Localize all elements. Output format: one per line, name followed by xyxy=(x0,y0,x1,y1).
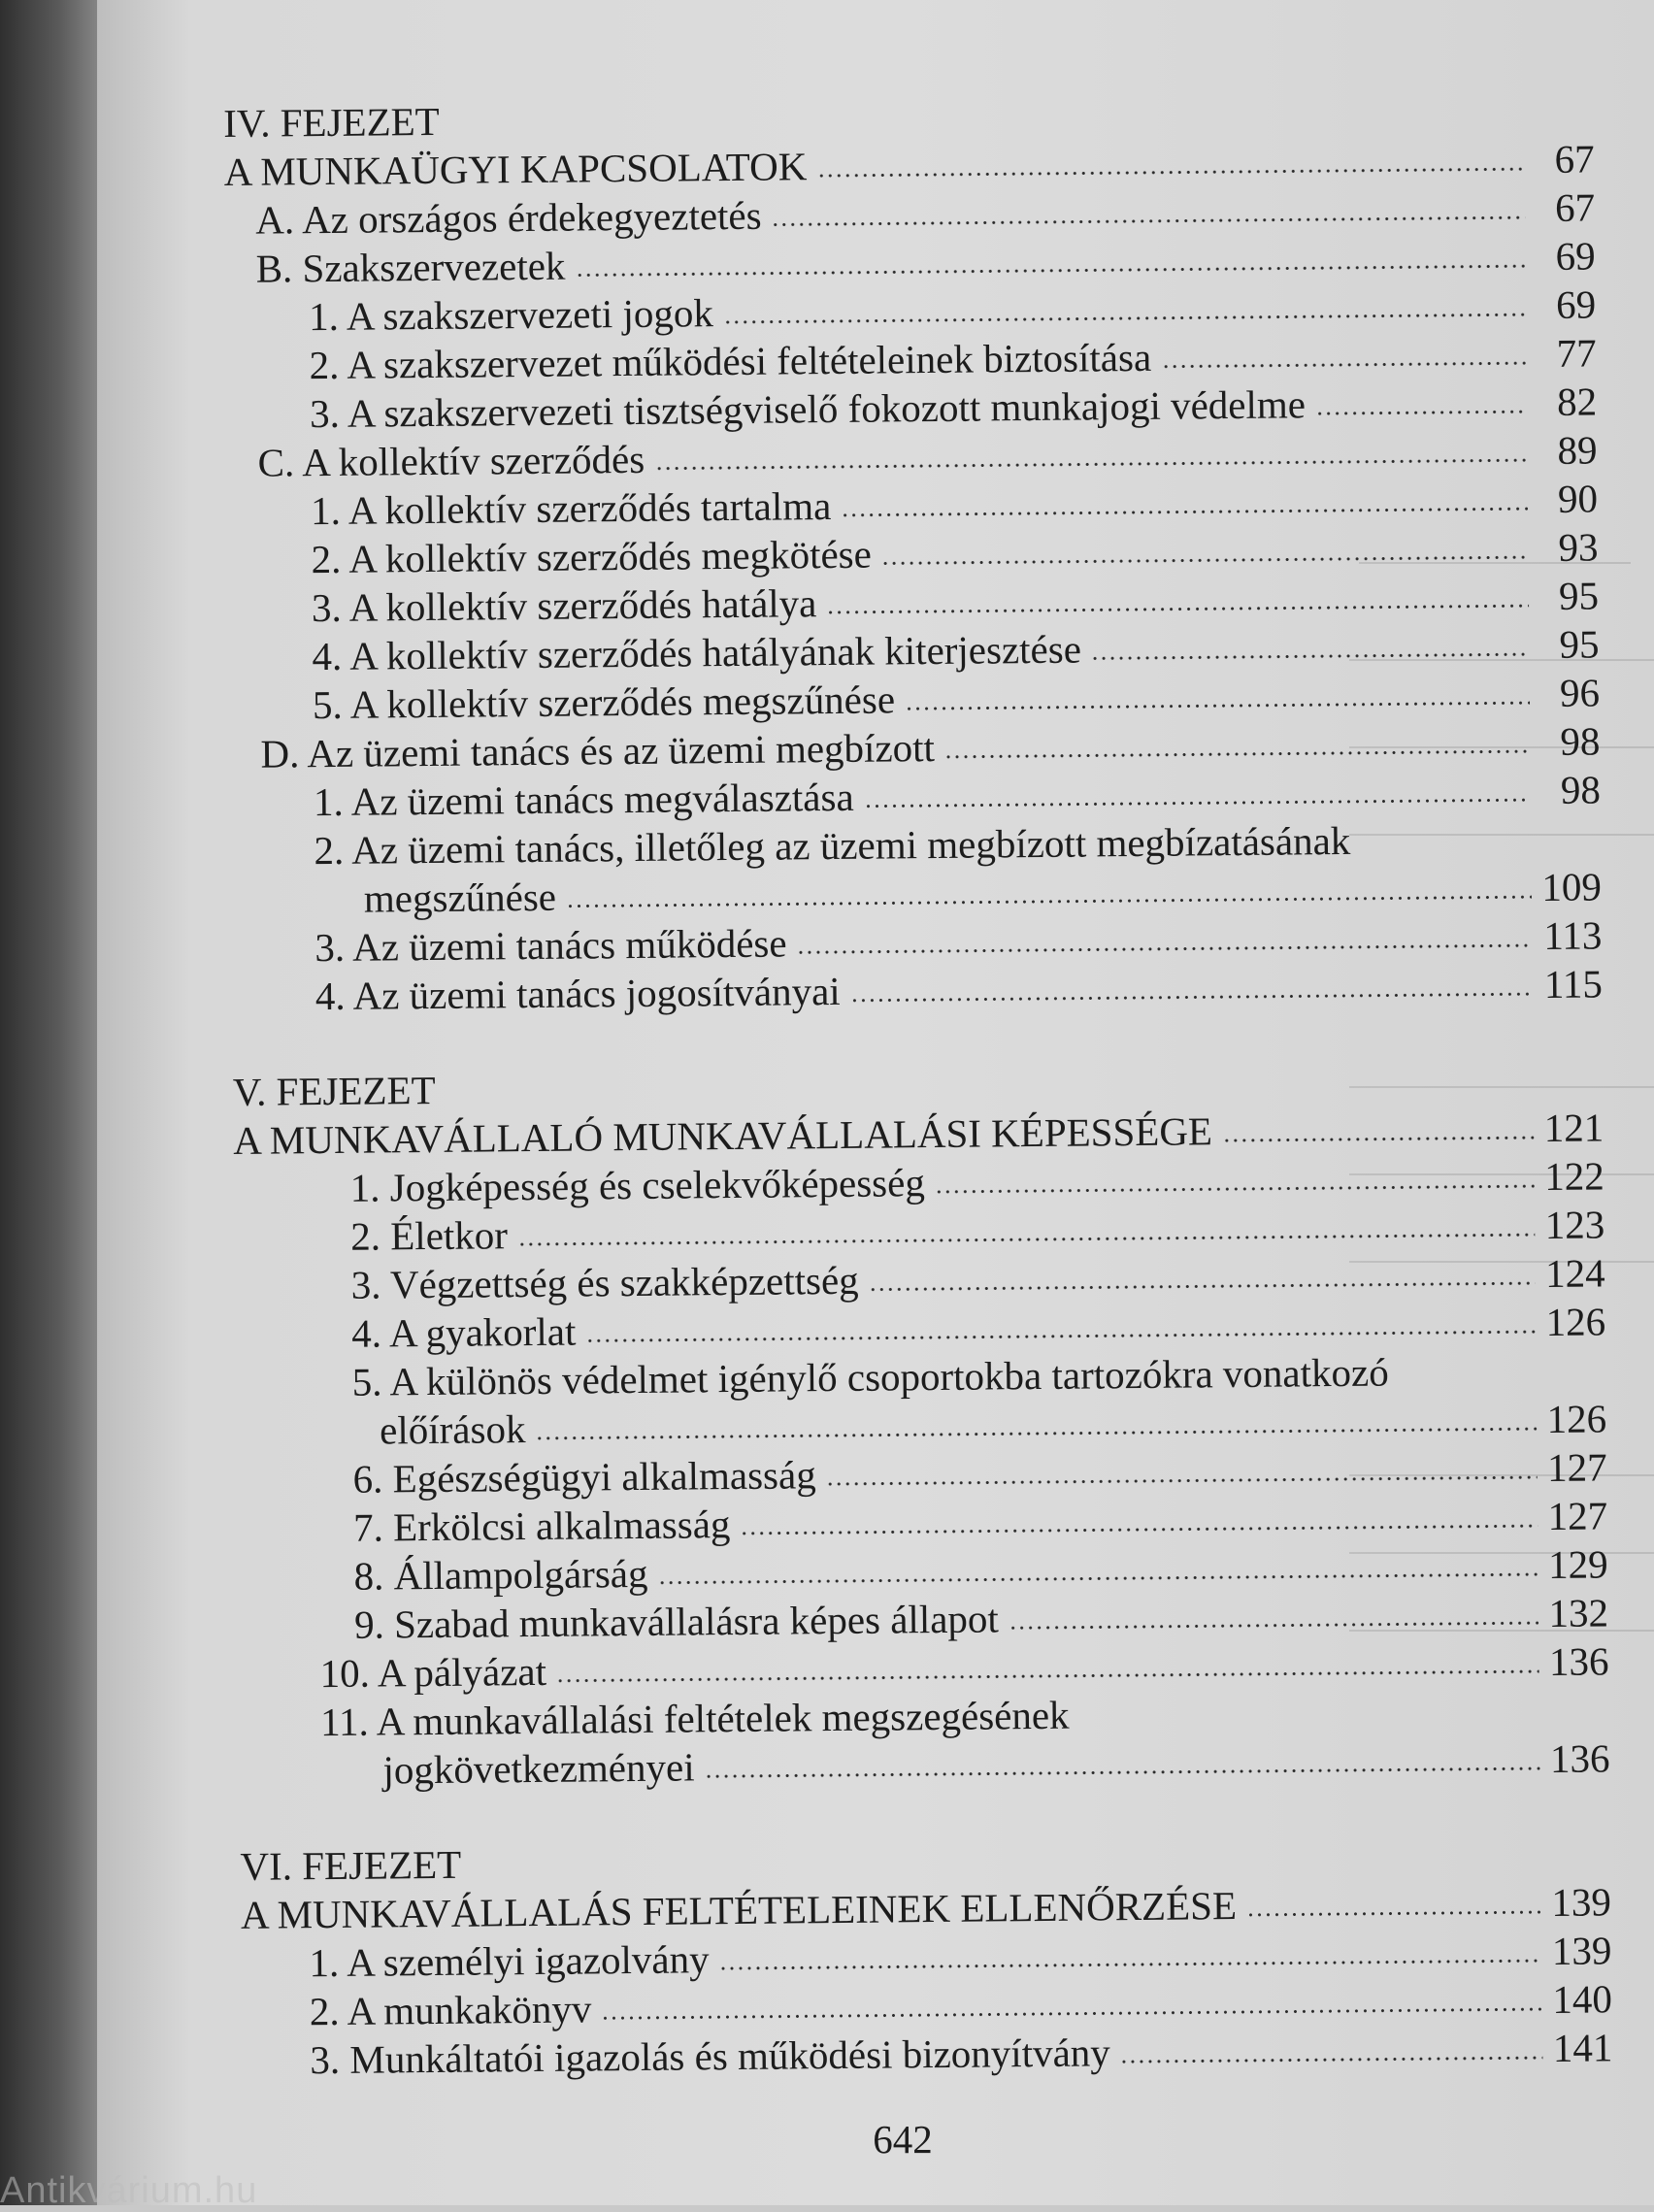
dot-leader xyxy=(1315,408,1527,417)
dot-leader xyxy=(826,1473,1538,1488)
page-ref: 67 xyxy=(1554,184,1596,230)
page-ref: 109 xyxy=(1541,864,1603,909)
dot-leader xyxy=(826,602,1529,616)
entry-title: 4. Az üzemi tanács jogosítványai xyxy=(314,968,841,1019)
dot-leader xyxy=(1222,1134,1534,1144)
page-ref: 127 xyxy=(1546,1444,1607,1490)
book-spine-shadow xyxy=(0,0,107,2205)
dot-leader xyxy=(864,796,1531,810)
dot-leader xyxy=(905,699,1530,712)
entry-title: 5. A kollektív szerződés megszűnése xyxy=(312,677,896,728)
dot-leader xyxy=(869,1279,1536,1294)
page-ref: 93 xyxy=(1558,524,1599,570)
entry-title: 1. A kollektív szerződés tartalma xyxy=(310,483,832,534)
dot-leader xyxy=(1161,359,1527,371)
chapter-label: V. FEJEZET xyxy=(232,1067,436,1114)
dot-leader xyxy=(944,747,1531,761)
chapter-title: A MUNKAVÁLLALÓ MUNKAVÁLLALÁSI KÉPESSÉGE xyxy=(233,1108,1213,1163)
entry-title: 2. A szakszervezet működési feltételeinek biztosítása xyxy=(309,334,1152,388)
page-ref: 90 xyxy=(1557,476,1599,521)
page-ref: 123 xyxy=(1544,1202,1605,1247)
dot-leader xyxy=(816,165,1524,180)
entry-title: megszűnése xyxy=(363,874,557,921)
page-ref: 136 xyxy=(1549,1735,1610,1781)
entry-title: 4. A gyakorlat xyxy=(350,1308,577,1356)
page-ref: 126 xyxy=(1545,1299,1606,1344)
chapter-title: A MUNKAVÁLLALÁS FELTÉTELEINEK ELLENŐRZÉSE xyxy=(240,1883,1238,1937)
chapter-label: IV. FEJEZET xyxy=(223,98,440,146)
page-ref: 67 xyxy=(1554,136,1595,182)
table-of-contents xyxy=(223,85,1613,2084)
page-ref: 113 xyxy=(1543,912,1603,958)
entry-title: 3. Munkáltatói igazolás és működési bizonyítvány xyxy=(310,2030,1110,2083)
dot-leader xyxy=(1246,1908,1541,1919)
chapter-title: A MUNKAÜGYI KAPCSOLATOK xyxy=(223,144,808,194)
page-ref: 82 xyxy=(1556,379,1598,424)
page-ref: 122 xyxy=(1543,1153,1604,1199)
watermark: Antikvárium.hu xyxy=(0,2170,258,2211)
page-ref: 98 xyxy=(1560,718,1601,764)
dot-leader xyxy=(575,262,1525,279)
dot-leader xyxy=(585,1328,1536,1344)
page-ref: 95 xyxy=(1558,573,1600,618)
dot-leader xyxy=(850,990,1533,1005)
toc-entry-first-line: 2. Az üzemi tanács, illetőleg az üzemi megbízott megbízatásának xyxy=(314,817,1351,874)
entry-title: 9. Szabad munkavállalásra képes állapot xyxy=(353,1596,1000,1647)
page-ref: 124 xyxy=(1544,1250,1605,1296)
dot-leader xyxy=(1120,2054,1543,2065)
dot-leader xyxy=(935,1182,1535,1196)
entry-title: 8. Állampolgárság xyxy=(353,1550,648,1599)
entry-title: C. A kollektív szerződés xyxy=(257,436,645,485)
dot-leader xyxy=(654,456,1527,473)
page-ref: 132 xyxy=(1548,1590,1609,1635)
dot-leader xyxy=(881,553,1529,567)
page-ref: 129 xyxy=(1547,1541,1608,1587)
dot-leader xyxy=(1091,650,1530,662)
dot-leader xyxy=(723,311,1526,326)
page-ref: 139 xyxy=(1551,1928,1612,1973)
page-ref: 69 xyxy=(1555,233,1596,279)
entry-title: A. Az országos érdekegyeztetés xyxy=(254,192,762,243)
page-ref: 98 xyxy=(1560,767,1602,812)
entry-title: 3. Az üzemi tanács működése xyxy=(314,920,787,971)
dot-leader xyxy=(517,1231,1535,1248)
page-ref: 95 xyxy=(1559,621,1600,667)
dot-leader xyxy=(797,941,1533,956)
dot-leader xyxy=(601,2005,1542,2022)
page-ref: 127 xyxy=(1547,1493,1608,1538)
page-ref: 126 xyxy=(1546,1396,1607,1441)
entry-title: D. Az üzemi tanács és az üzemi megbízott xyxy=(260,724,936,776)
page-ref: 96 xyxy=(1559,670,1601,715)
page-ref: 77 xyxy=(1556,330,1597,376)
toc-entry-first-line: 5. A különös védelmet igénylő csoportokba tartozókra vonatkozó xyxy=(351,1349,1389,1404)
entry-title: 2. A munkakönyv xyxy=(309,1986,592,2034)
dot-leader xyxy=(658,1570,1538,1587)
dot-leader xyxy=(1009,1619,1538,1632)
entry-title: 2. Életkor xyxy=(350,1212,509,1259)
dot-leader xyxy=(705,1765,1540,1780)
page-ref: 140 xyxy=(1552,1976,1613,2022)
dot-leader xyxy=(566,893,1532,910)
page-ref: 89 xyxy=(1557,427,1598,473)
toc-entry-first-line: 11. A munkavállalási feltételek megszegésének xyxy=(319,1692,1070,1745)
dot-leader xyxy=(841,505,1528,519)
entry-title: 10. A pályázat xyxy=(319,1648,547,1697)
entry-title: 1. A szakszervezeti jogok xyxy=(308,290,714,340)
dot-leader xyxy=(556,1667,1539,1685)
dot-leader xyxy=(772,214,1526,228)
entry-title: 1. A személyi igazolvány xyxy=(309,1936,710,1986)
page-number: 642 xyxy=(873,2117,933,2162)
entry-title: 3. Végzettség és szakképzettség xyxy=(350,1257,859,1307)
dot-leader xyxy=(536,1425,1538,1442)
page-ref: 136 xyxy=(1548,1638,1609,1684)
dot-leader xyxy=(719,1957,1542,1972)
entry-title: 3. A szakszervezeti tisztségviselő fokozott munkajogi védelme xyxy=(309,381,1307,437)
page-ref: 121 xyxy=(1543,1105,1604,1150)
entry-title: 2. A kollektív szerződés megkötése xyxy=(311,531,873,582)
entry-title: 1. Az üzemi tanács megválasztása xyxy=(313,774,854,825)
page-ref: 115 xyxy=(1543,961,1604,1007)
entry-title: B. Szakszervezetek xyxy=(255,243,566,291)
page-ref: 139 xyxy=(1551,1879,1612,1925)
entry-title: 6. Egészségügyi alkalmasság xyxy=(352,1452,816,1502)
entry-title: 3. A kollektív szerződés hatálya xyxy=(311,580,817,631)
page-ref: 69 xyxy=(1555,281,1597,327)
entry-title: 1. Jogképesség és cselekvőképesség xyxy=(349,1160,926,1210)
entry-title: előírások xyxy=(379,1406,526,1453)
dot-leader xyxy=(740,1522,1538,1537)
page-ref: 141 xyxy=(1552,2025,1613,2070)
entry-title: jogkövetkezményei xyxy=(382,1744,695,1793)
entry-title: 4. A kollektív szerződés hatályának kiterjesztése xyxy=(312,626,1082,679)
entry-title: 7. Erkölcsi alkalmasság xyxy=(352,1502,731,1550)
chapter-label: VI. FEJEZET xyxy=(240,1841,462,1889)
